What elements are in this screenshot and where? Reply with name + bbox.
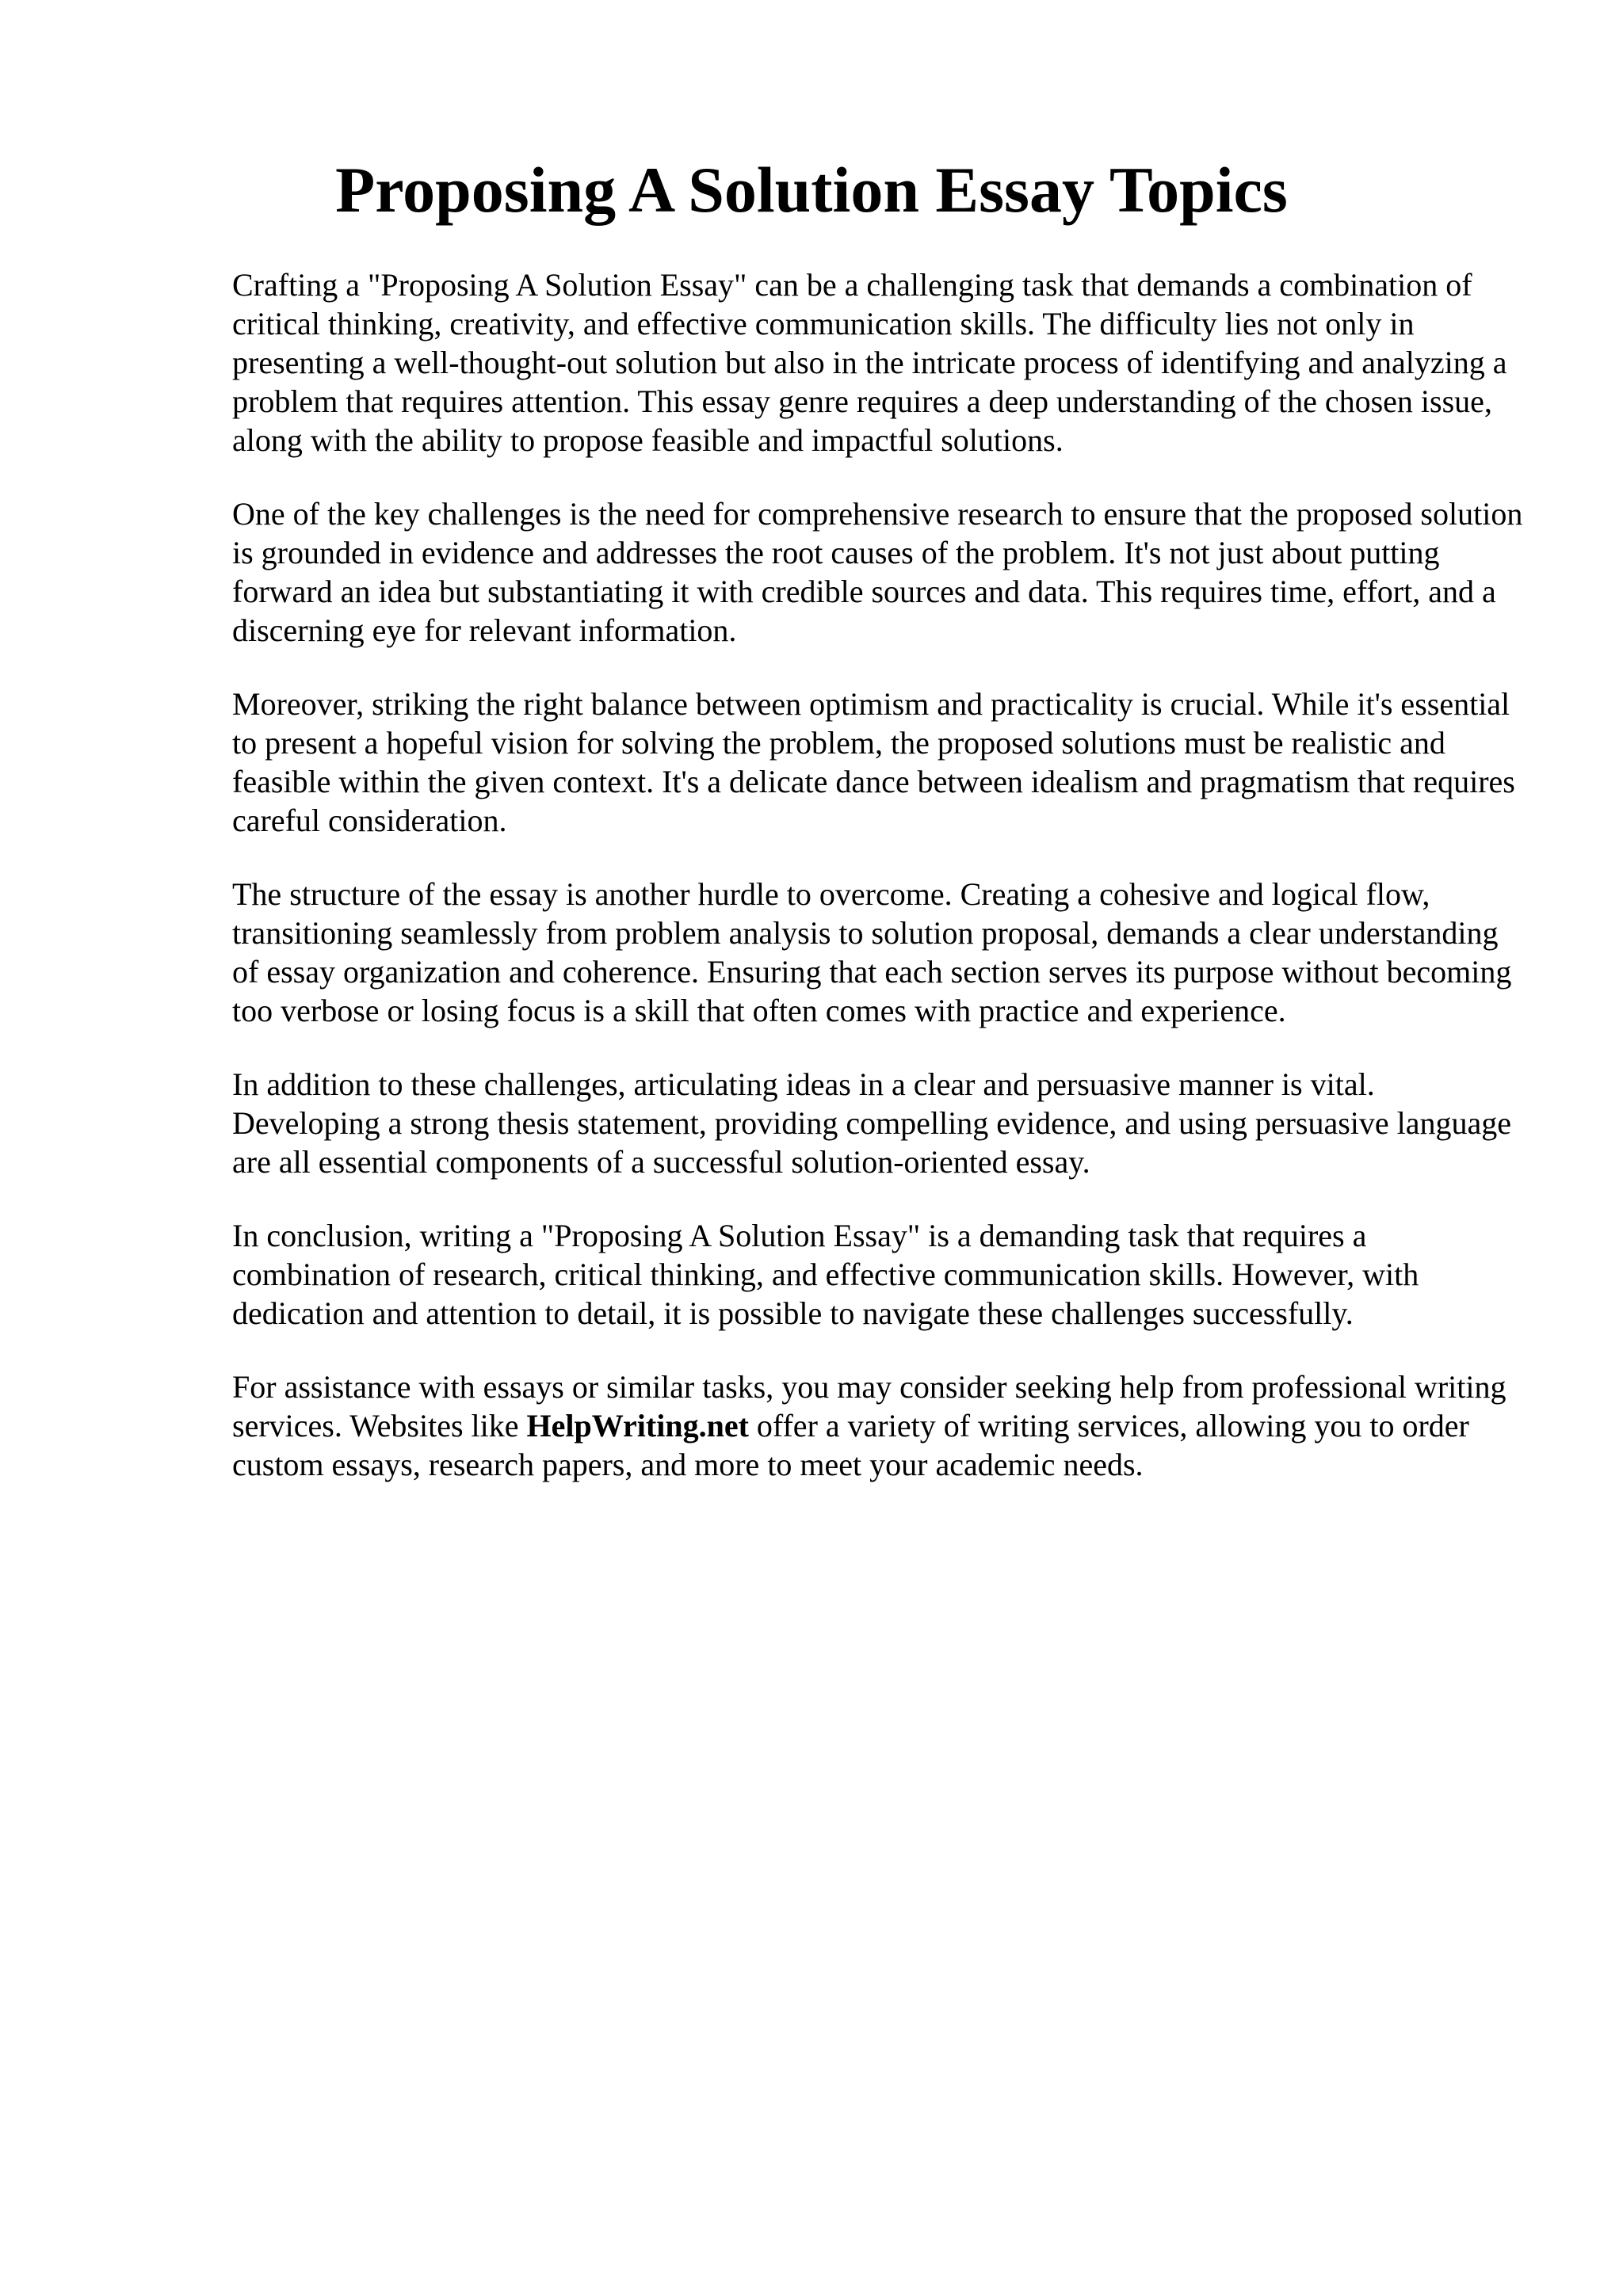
paragraph-balance: Moreover, striking the right balance between optimism and practicality is crucial. While it's essential to present a hopeful vision for solving the problem, the proposed solutions must be realistic and feasible within the given context. It's a delicate dance between idealism and pragmatism that requires careful consideration. — [232, 686, 1515, 838]
paragraph-structure: The structure of the essay is another hurdle to overcome. Creating a cohesive and logical flow, transitioning seamlessly from problem analysis to solution proposal, demands a clear understanding of essay organization and coherence. Ensuring that each section serves its purpose without becoming too verbose or losing focus is a skill that often comes with practice and experience. — [232, 876, 1512, 1028]
assistance-text-after: offer a variety of writing services, allowing you to order custom essays, research papers, and more to meet your academic needs. — [232, 1408, 1469, 1482]
helpwriting-link[interactable]: HelpWriting.net — [526, 1408, 749, 1444]
paragraph-intro: Crafting a "Proposing A Solution Essay" can be a challenging task that demands a combination of critical thinking, creativity, and effective communication skills. The difficulty lies not only in presenting a well-thought-out solution but also in the intricate process of identifying and analyzing a problem that requires attention. This essay genre requires a deep understanding of the chosen issue, along with the ability to propose feasible and impactful solutions. — [232, 267, 1507, 458]
paragraph-articulation: In addition to these challenges, articulating ideas in a clear and persuasive manner is vital. Developing a strong thesis statement, providing compelling evidence, and using persuasive language are all essential components of a successful solution-oriented essay. — [232, 1066, 1512, 1180]
assistance-text-before: For assistance with essays or similar tasks, you may consider seeking help from professional writing services. Websites like — [232, 1369, 1507, 1444]
paragraph-assistance — [232, 1367, 1524, 1484]
page-title: Proposing A Solution Essay Topics — [335, 154, 1288, 226]
paragraph-research: One of the key challenges is the need for comprehensive research to ensure that the proposed solution is grounded in evidence and addresses the root causes of the problem. It's not just about putting forward an idea but substantiating it with credible sources and data. This requires time, effort, and a discerning eye for relevant information. — [232, 496, 1523, 648]
paragraph-conclusion: In conclusion, writing a "Proposing A Solution Essay" is a demanding task that requires a combination of research, critical thinking, and effective communication skills. However, with dedication and attention to detail, it is possible to navigate these challenges successfully. — [232, 1218, 1419, 1331]
document-body — [232, 265, 1524, 1519]
